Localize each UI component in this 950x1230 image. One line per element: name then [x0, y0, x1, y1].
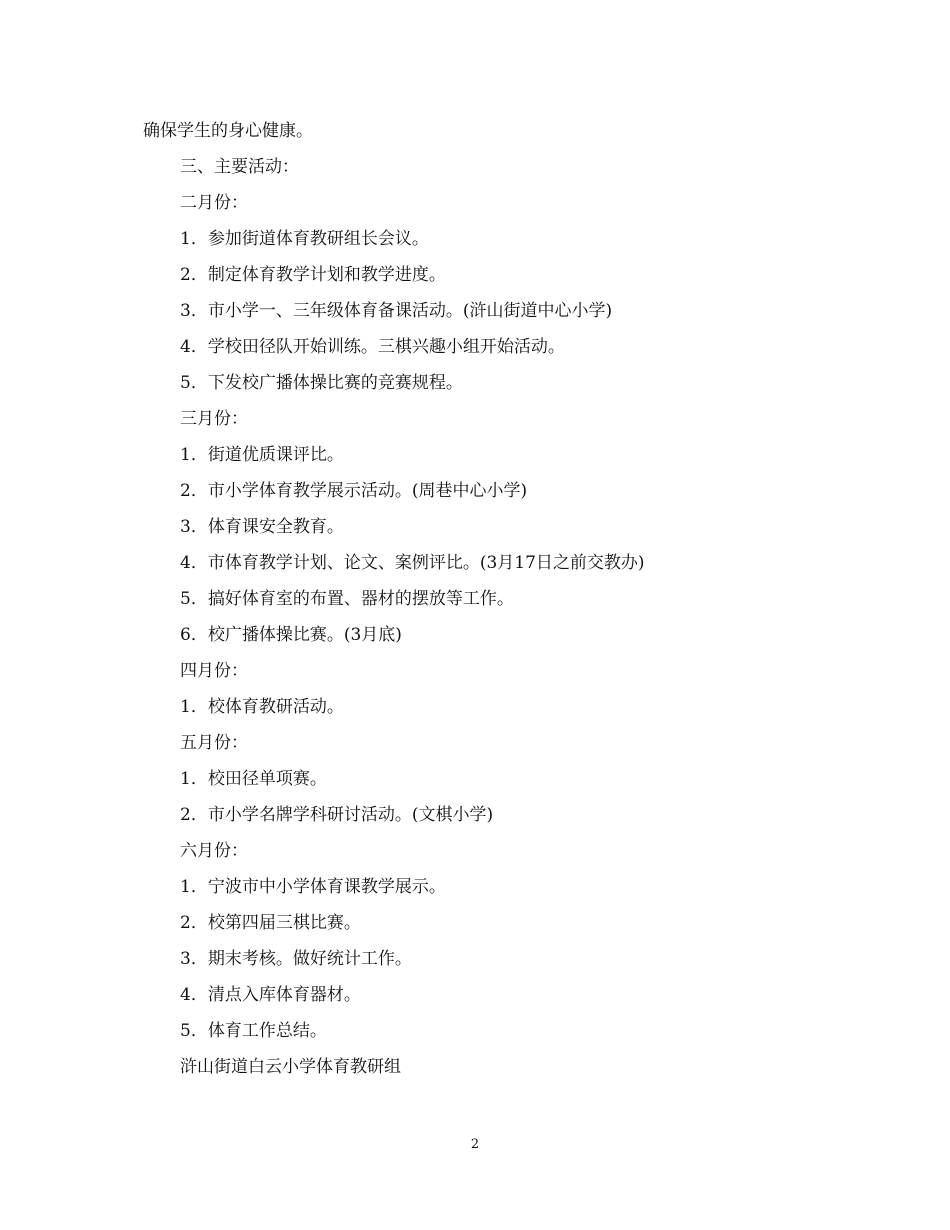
- paragraph-line: 五月份：: [180, 733, 248, 753]
- paragraph-line: 5．搞好体育室的布置、器材的摆放等工作。: [180, 589, 514, 609]
- paragraph-line: 确保学生的身心健康。: [143, 121, 313, 141]
- paragraph-line: 5．体育工作总结。: [180, 1021, 327, 1041]
- paragraph-line: 3．市小学一、三年级体育备课活动。(浒山街道中心小学): [180, 301, 613, 321]
- paragraph-line: 1．街道优质课评比。: [180, 445, 344, 465]
- paragraph-line: 2．市小学名牌学科研讨活动。(文棋小学): [180, 805, 494, 825]
- paragraph-line: 3．期末考核。做好统计工作。: [180, 949, 412, 969]
- paragraph-line: 浒山街道白云小学体育教研组: [180, 1057, 401, 1077]
- paragraph-line: 2．市小学体育教学展示活动。(周巷中心小学): [180, 481, 528, 501]
- paragraph-line: 四月份：: [180, 661, 248, 681]
- page-number: 2: [470, 1137, 480, 1152]
- paragraph-line: 三月份：: [180, 409, 248, 429]
- paragraph-line: 1．校田径单项赛。: [180, 769, 327, 789]
- paragraph-line: 2．制定体育教学计划和教学进度。: [180, 265, 446, 285]
- paragraph-line: 1．宁波市中小学体育课教学展示。: [180, 877, 446, 897]
- paragraph-line: 3．体育课安全教育。: [180, 517, 344, 537]
- paragraph-line: 1．校体育教研活动。: [180, 697, 344, 717]
- paragraph-line: 2．校第四届三棋比赛。: [180, 913, 361, 933]
- paragraph-line: 二月份：: [180, 193, 248, 213]
- paragraph-line: 6．校广播体操比赛。(3月底): [180, 625, 402, 645]
- document-body: [143, 116, 823, 1088]
- paragraph-line: 六月份：: [180, 841, 248, 861]
- paragraph-line: 4．市体育教学计划、论文、案例评比。(3月17日之前交教办): [180, 553, 645, 573]
- paragraph-line: 5．下发校广播体操比赛的竞赛规程。: [180, 373, 463, 393]
- paragraph-line: 三、主要活动：: [180, 157, 299, 177]
- paragraph-line: 4．学校田径队开始训练。三棋兴趣小组开始活动。: [180, 337, 565, 357]
- paragraph-line: 1．参加街道体育教研组长会议。: [180, 229, 429, 249]
- paragraph-line: 4．清点入库体育器材。: [180, 985, 361, 1005]
